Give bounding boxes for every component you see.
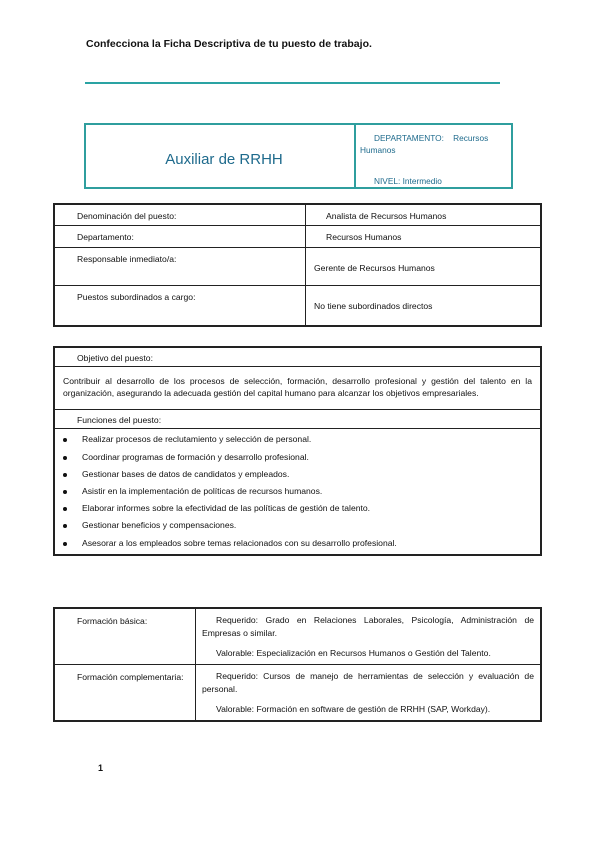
list-item: Realizar procesos de reclutamiento y selección de personal. — [55, 431, 540, 448]
training-complementary-label: Formación complementaria: — [54, 664, 196, 720]
training-complementary-valued: Valorable: Formación en software de gestión de RRHH (SAP, Workday). — [216, 703, 491, 714]
job-info-table — [53, 203, 542, 327]
training-basic-label: Formación básica: — [54, 608, 196, 664]
functions-label: Funciones del puesto: — [54, 410, 541, 429]
objective-text: Contribuir al desarrollo de los procesos de selección, formación, desarrollo profesional y gestión del talento en la organización, asegurando la adecuada gestión del capital humano para alcanzar los objetivos empresariales. — [54, 367, 541, 410]
teal-divider-line — [85, 82, 500, 84]
training-basic-valued: Valorable: Especialización en Recursos Humanos o Gestión del Talento. — [216, 647, 491, 658]
functions-list — [55, 429, 540, 553]
info-label: Responsable inmediato/a: — [54, 248, 306, 286]
list-item: Gestionar beneficios y compensaciones. — [55, 517, 540, 534]
level-label: NIVEL: — [374, 176, 401, 186]
table-row — [54, 410, 541, 429]
table-row — [54, 286, 541, 326]
level-value: Intermedio — [402, 176, 442, 186]
table-row — [54, 226, 541, 248]
department-line — [360, 132, 507, 156]
info-label: Puestos subordinados a cargo: — [54, 286, 306, 326]
job-meta-cell — [356, 125, 511, 187]
training-complementary-required: Requerido: Cursos de manejo de herramientas de selección y evaluación de personal. — [202, 670, 534, 695]
info-value: Analista de Recursos Humanos — [306, 204, 542, 226]
objective-functions-table — [53, 346, 542, 556]
training-table — [53, 607, 542, 722]
job-title-cell — [86, 125, 356, 187]
info-value: No tiene subordinados directos — [306, 286, 542, 326]
table-row — [54, 367, 541, 410]
level-line — [374, 176, 442, 186]
table-row — [54, 429, 541, 555]
info-label: Departamento: — [54, 226, 306, 248]
training-complementary-value — [196, 664, 542, 720]
page-number: 1 — [98, 763, 104, 773]
list-item: Gestionar bases de datos de candidatos y empleados. — [55, 466, 540, 483]
department-label: DEPARTAMENTO: — [374, 133, 444, 143]
job-header-box — [84, 123, 513, 189]
table-row — [54, 347, 541, 367]
table-row — [54, 204, 541, 226]
info-value: Gerente de Recursos Humanos — [306, 248, 542, 286]
list-item: Asesorar a los empleados sobre temas relacionados con su desarrollo profesional. — [55, 535, 540, 552]
list-item: Asistir en la implementación de políticas de recursos humanos. — [55, 483, 540, 500]
training-basic-value — [196, 608, 542, 664]
objective-label: Objetivo del puesto: — [54, 347, 541, 367]
info-value: Recursos Humanos — [306, 226, 542, 248]
table-row — [54, 608, 541, 664]
table-row — [54, 664, 541, 720]
info-label: Denominación del puesto: — [54, 204, 306, 226]
list-item: Elaborar informes sobre la efectividad de las políticas de gestión de talento. — [55, 500, 540, 517]
list-item: Coordinar programas de formación y desarrollo profesional. — [55, 449, 540, 466]
instruction-heading: Confecciona la Ficha Descriptiva de tu puesto de trabajo. — [86, 38, 372, 50]
job-title: Auxiliar de RRHH — [165, 150, 283, 168]
table-row — [54, 248, 541, 286]
training-basic-required: Requerido: Grado en Relaciones Laborales, Psicología, Administración de Empresas o similar. — [202, 615, 534, 639]
department-value: Recursos Humanos — [360, 133, 489, 156]
